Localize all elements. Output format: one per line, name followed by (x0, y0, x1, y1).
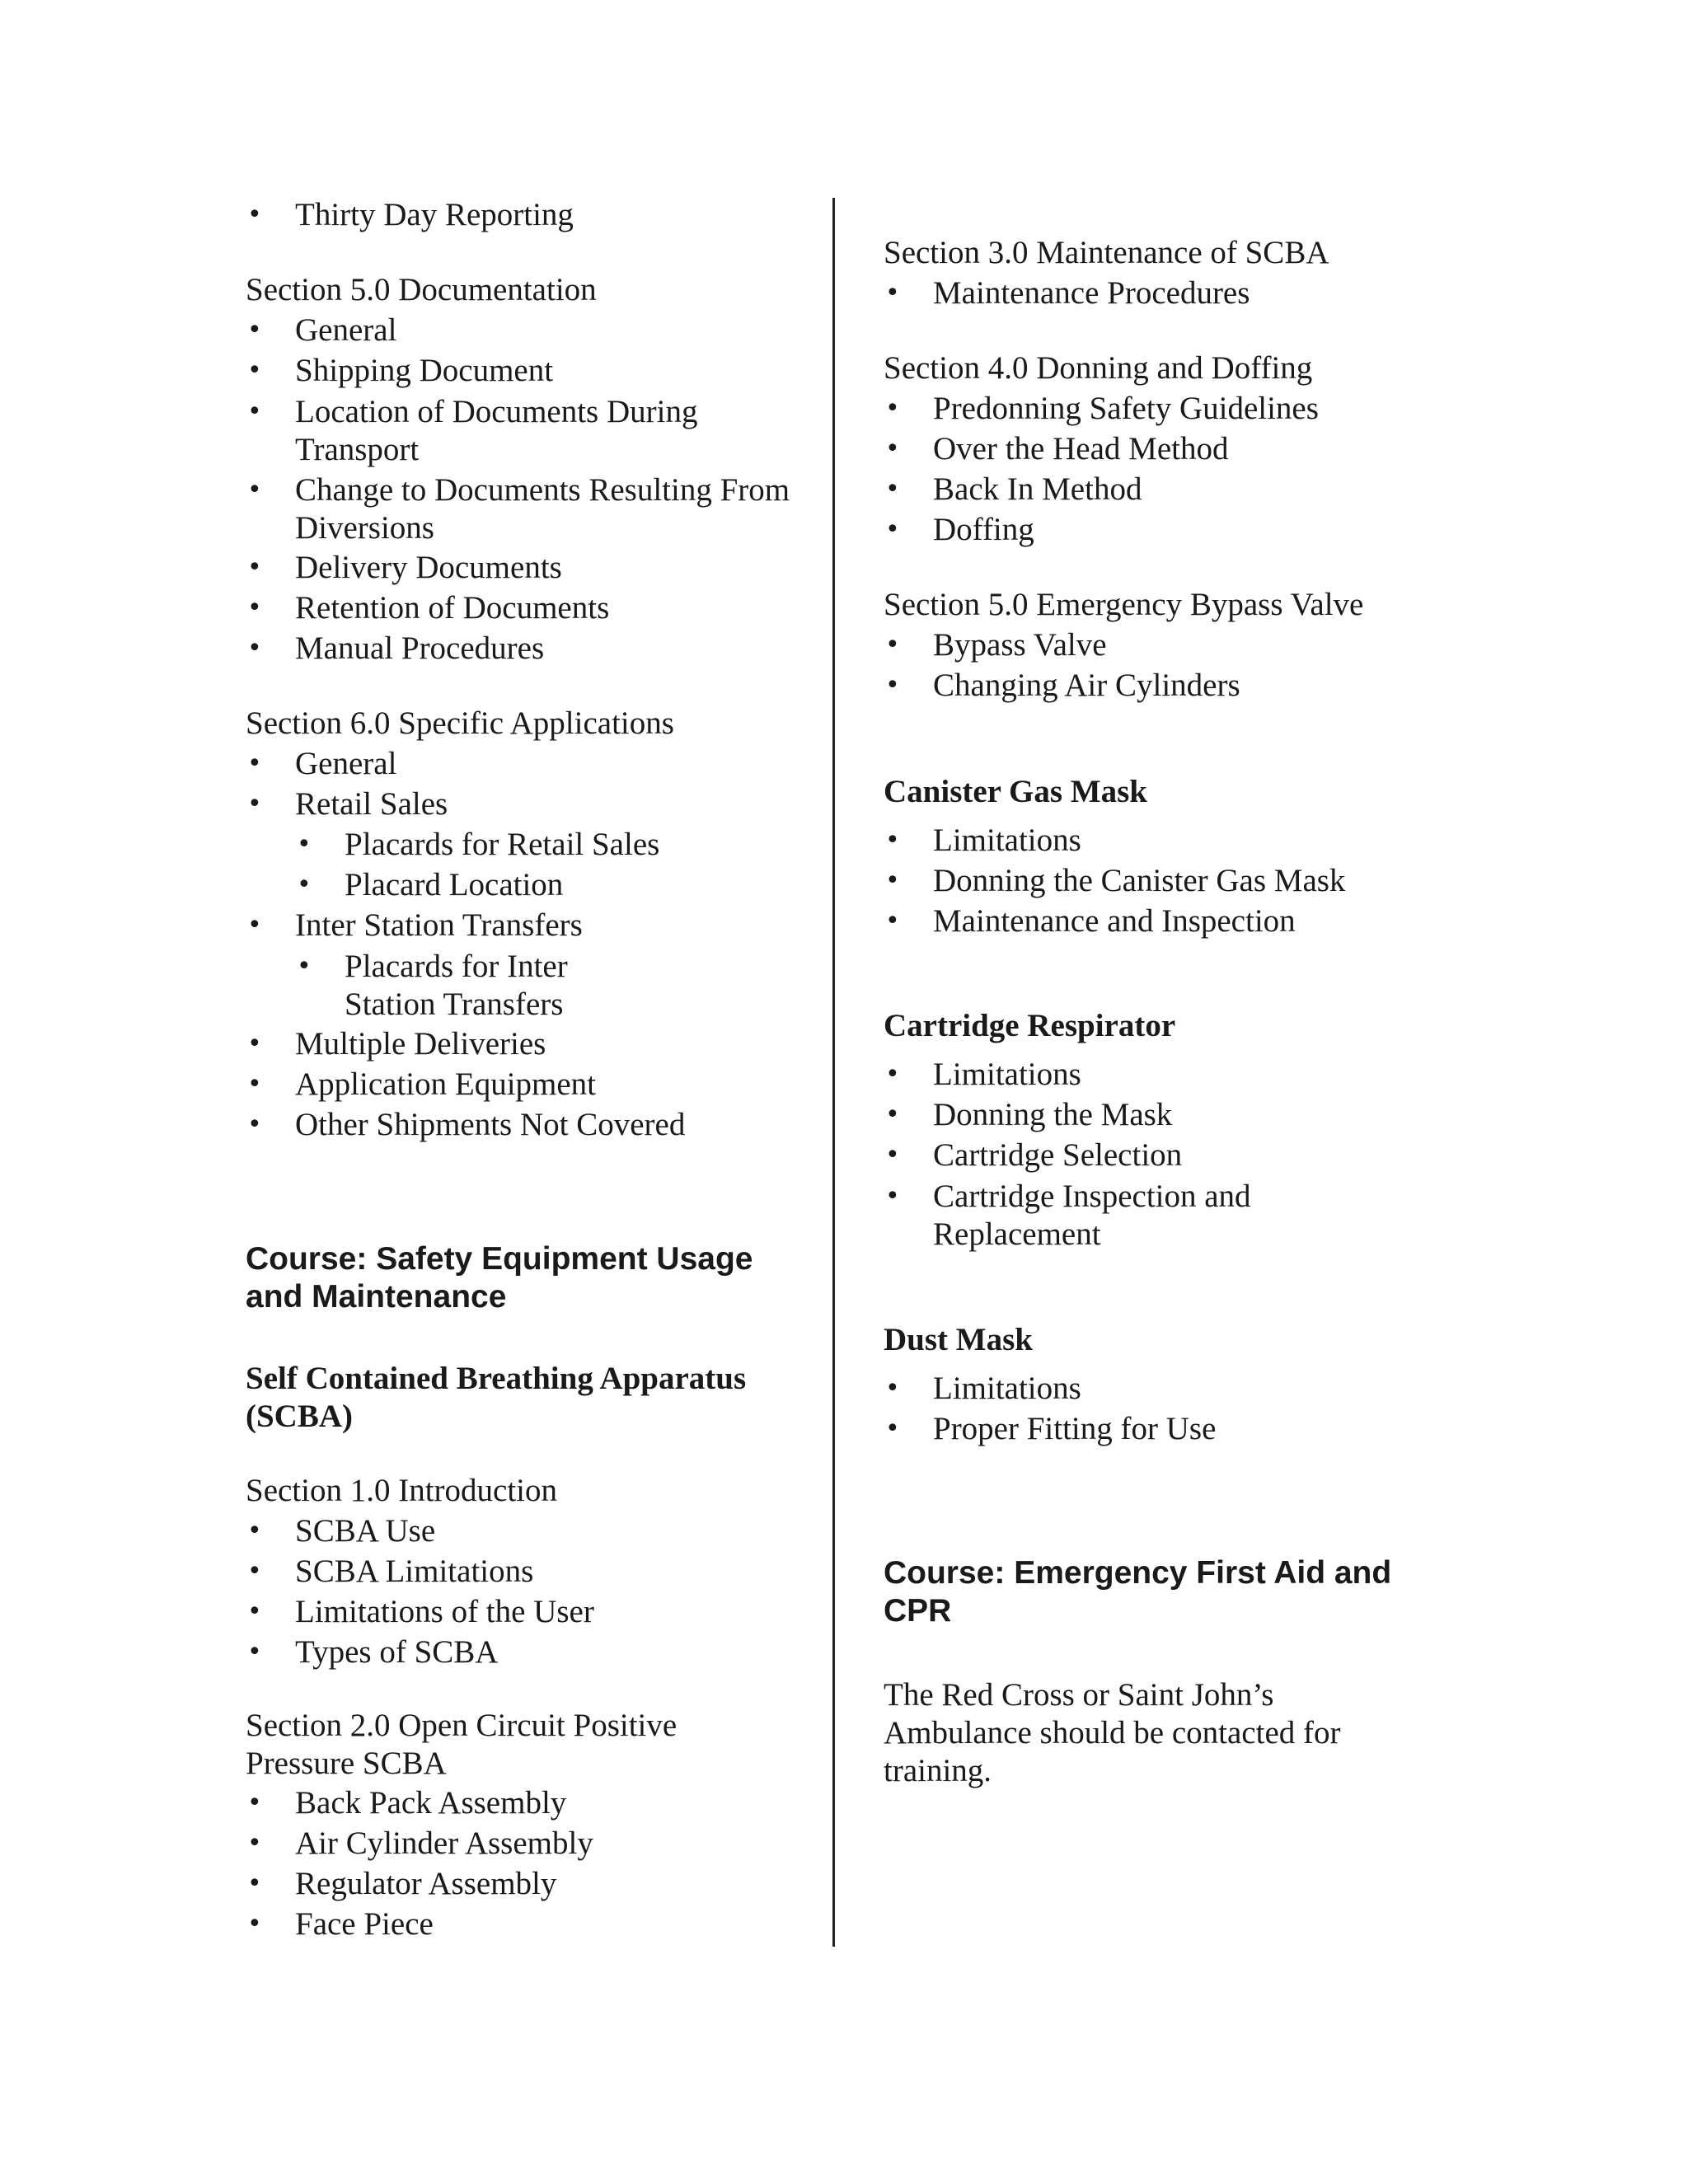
first-aid-paragraph: The Red Cross or Saint John’s Ambulance should be contacted for training. (884, 1677, 1341, 1788)
dust-mask-list (884, 1368, 1452, 1449)
list-item: • Retention of Documents (246, 588, 814, 628)
list-item: • Limitations (884, 1368, 1452, 1408)
list-item: • Back Pack Assembly (246, 1783, 814, 1823)
list-item: • Maintenance and Inspection (884, 901, 1452, 941)
section-3-0-list (884, 273, 1452, 313)
list-item: • Limitations (884, 1054, 1452, 1094)
list-item: • Change to Documents Resulting From Diversions (246, 471, 814, 547)
list-item: • Donning the Mask (884, 1094, 1452, 1135)
sub-list-item: • Placard Location (295, 865, 814, 905)
list-item: • Manual Procedures (246, 628, 814, 668)
list-item: • Application Equipment (246, 1064, 814, 1104)
section-6-0-title: Section 6.0 Specific Applications (246, 705, 674, 741)
list-item: • Inter Station Transfers • Placards for Inter Station Transfers (246, 905, 814, 1024)
section-5-0-documentation-title: Section 5.0 Documentation (246, 272, 597, 307)
list-item: • Cartridge Selection (884, 1135, 1452, 1175)
sub-list-item: • Placards for Inter Station Transfers (295, 948, 814, 1024)
scba-heading: Self Contained Breathing Apparatus (SCBA) (246, 1361, 747, 1434)
canister-list (884, 820, 1452, 941)
section-2-0-list (246, 1783, 814, 1944)
list-item: • Maintenance Procedures (884, 273, 1452, 313)
list-item: • Changing Air Cylinders (884, 665, 1452, 705)
section-4-0-list (884, 388, 1452, 550)
list-item: • Multiple Deliveries (246, 1024, 814, 1064)
sub-list-item: • Placards for Retail Sales (295, 824, 814, 865)
list-item: • Predonning Safety Guidelines (884, 388, 1452, 429)
list-item: • Limitations (884, 820, 1452, 860)
section-4-0-title: Section 4.0 Donning and Doffing (884, 350, 1313, 386)
list-item: • Other Shipments Not Covered (246, 1104, 814, 1145)
cartridge-respirator-heading: Cartridge Respirator (884, 1008, 1176, 1043)
list-item: • General (246, 743, 814, 784)
list-item: • Donning the Canister Gas Mask (884, 860, 1452, 901)
list-item: • Cartridge Inspection and Replacement (884, 1178, 1452, 1254)
retail-sales-sublist (295, 824, 814, 905)
section-5-0-bypass-list (884, 625, 1452, 705)
list-item: • Air Cylinder Assembly (246, 1823, 814, 1863)
section-1-0-list (246, 1511, 814, 1672)
list-item: • Proper Fitting for Use (884, 1408, 1452, 1449)
list-item: • Retail Sales • Placards for Retail Sales • Placard Location (246, 784, 814, 905)
list-item: • Types of SCBA (246, 1632, 814, 1672)
list-item: • Bypass Valve (884, 625, 1452, 665)
course-safety-title: Course: Safety Equipment Usage and Maintenance (246, 1241, 753, 1315)
section-6-0-list (246, 743, 814, 1145)
left-column (246, 194, 814, 1944)
list-item: • Back In Method (884, 469, 1452, 509)
list-item: • Shipping Document (246, 350, 814, 391)
dust-mask-heading: Dust Mask (884, 1322, 1033, 1357)
right-column (884, 232, 1452, 1790)
list-item: • Thirty Day Reporting (246, 194, 814, 235)
list-item: • Regulator Assembly (246, 1863, 814, 1904)
list-item: • General (246, 310, 814, 350)
section-1-0-title: Section 1.0 Introduction (246, 1473, 558, 1508)
list-item: • SCBA Limitations (246, 1551, 814, 1591)
list-item: • Over the Head Method (884, 429, 1452, 469)
section-5-0-documentation-list (246, 310, 814, 668)
inter-station-sublist (295, 948, 814, 1024)
list-item: • Delivery Documents (246, 547, 814, 588)
section-3-0-title: Section 3.0 Maintenance of SCBA (884, 235, 1329, 270)
course-first-aid-title: Course: Emergency First Aid and CPR (884, 1555, 1392, 1629)
list-item: • Limitations of the User (246, 1591, 814, 1632)
list-item: • Doffing (884, 509, 1452, 550)
column-divider (832, 198, 835, 1947)
canister-gas-mask-heading: Canister Gas Mask (884, 774, 1147, 809)
list-item: • Location of Documents During Transport (246, 393, 814, 469)
list-item: • SCBA Use (246, 1511, 814, 1551)
section-5-0-bypass-title: Section 5.0 Emergency Bypass Valve (884, 587, 1364, 622)
list-item: • Face Piece (246, 1904, 814, 1944)
top-list (246, 194, 814, 235)
section-2-0-title: Section 2.0 Open Circuit Positive Pressure SCBA (246, 1708, 678, 1781)
cartridge-list (884, 1054, 1452, 1254)
